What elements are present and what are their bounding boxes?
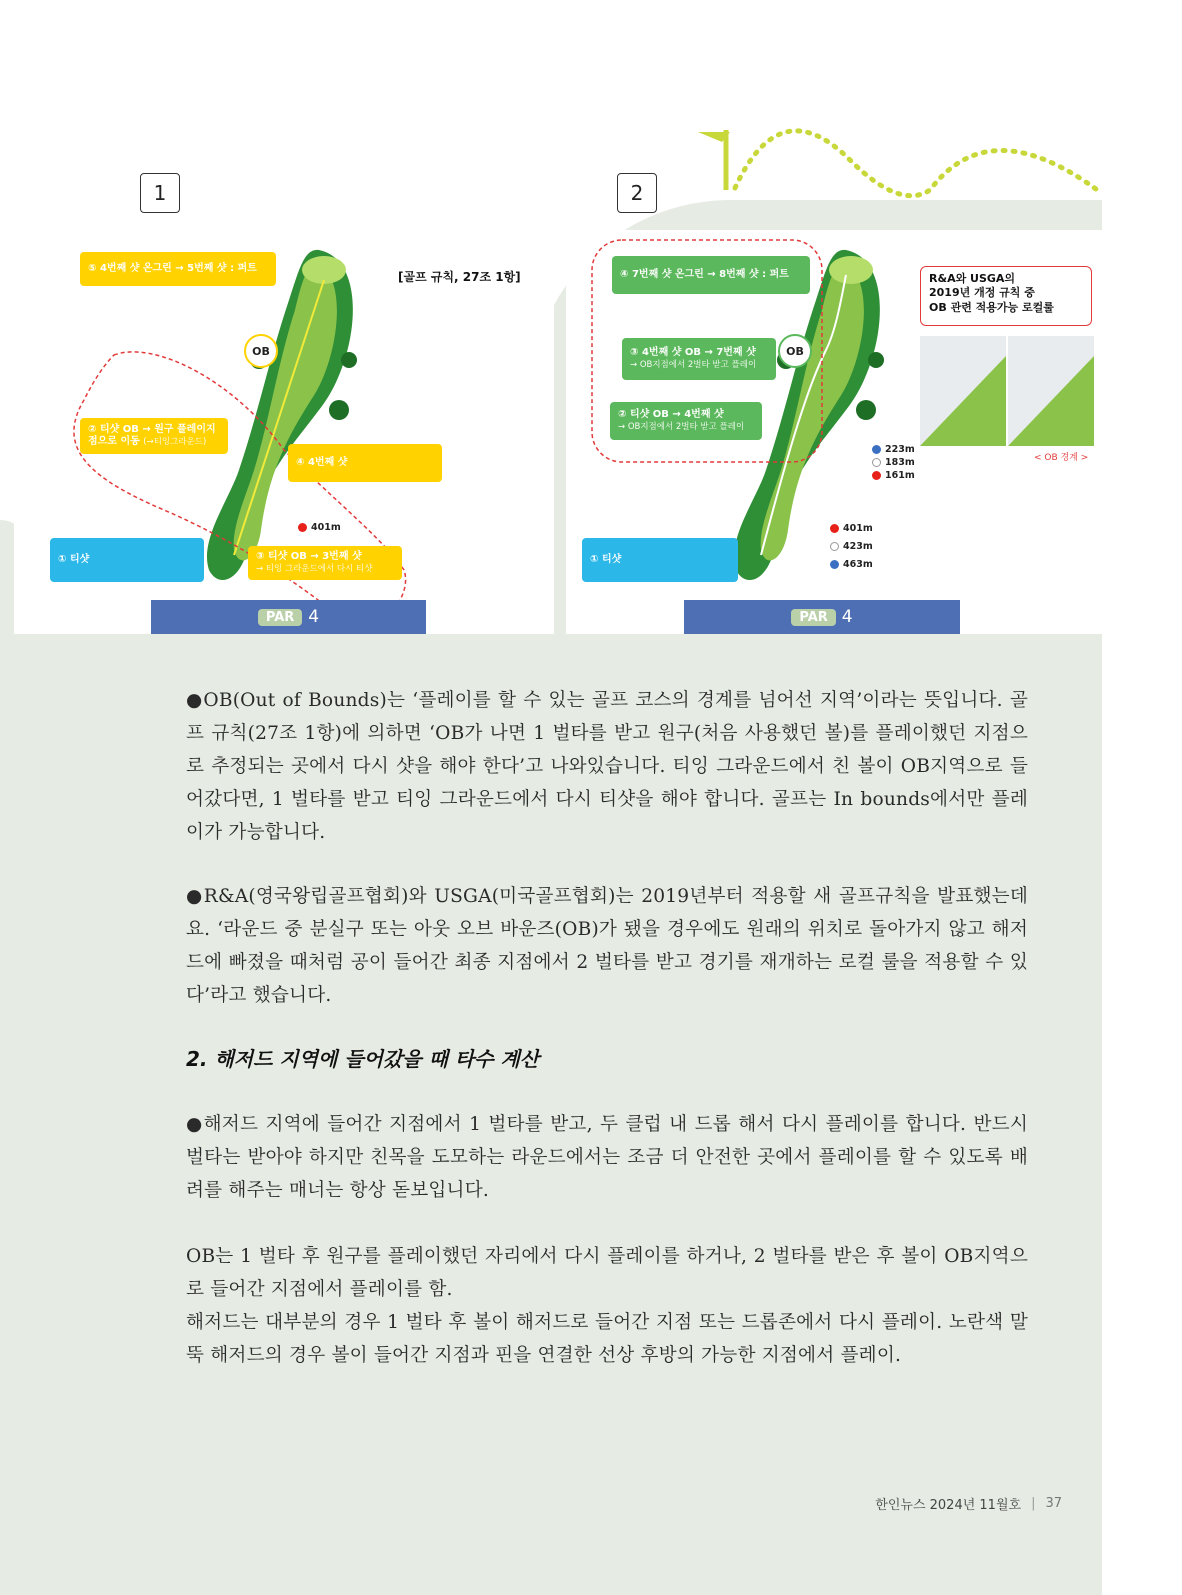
section-heading-hazard: 2. 해저드 지역에 들어갔을 때 타수 계산 (186, 1047, 540, 1071)
distance-dot-white (830, 542, 839, 551)
distance-223-label: 223m (885, 444, 915, 455)
article-paragraph-hazard: ●해저드 지역에 들어간 지점에서 1 벌타를 받고, 두 클럽 내 드롭 해서 다시 플레이를 합니다. 반드시 벌타는 받아야 하지만 친목을 도모하는 라운드에서는 조금 더 안전한 곳에서 플레이를 할 수 있도록 배려를 해주는 매너는 항상 돋보입니다. (186, 1114, 1028, 1201)
ob-marker: OB (778, 334, 812, 368)
distance-dot-red (298, 523, 307, 532)
local-rule-line-1: R&A와 USGA의 (929, 272, 1016, 285)
footer-separator: | (1031, 1496, 1036, 1511)
ob-marker: OB (244, 334, 278, 368)
distance-dot-white (872, 458, 881, 467)
distance-dot-blue (872, 445, 881, 454)
distance-463 (830, 559, 873, 570)
callout-4th-shot-text: ④ 4번째 샷 (296, 456, 348, 468)
distance-423-label: 423m (843, 541, 873, 552)
flag-decoration-icon (690, 120, 1110, 200)
callout-tee-shot (582, 538, 738, 582)
figure-number-2: 2 (617, 173, 657, 213)
ob-boundary-dashed-line (54, 340, 414, 634)
callout-tee-ob-text: ② 티샷 OB → 4번째 샷 (618, 409, 724, 421)
callout-tee-shot-text: ① 티샷 (590, 553, 622, 565)
callout-tee-ob-sub: → OB지점에서 2벌타 받고 플레이 (618, 421, 745, 432)
callout-green-putt-text: ⑤ 4번째 샷 온그린 → 5번째 샷 : 퍼트 (88, 262, 257, 274)
figure-1-course-diagram (14, 230, 554, 634)
distance-423 (830, 541, 873, 552)
article-paragraph-local-rule: ●R&A(영국왕립골프협회)와 USGA(미국골프협회)는 2019년부터 적용할 새 골프규칙을 발표했는데요. ‘라운드 중 분실구 또는 아웃 오브 바운즈(OB)가 됐을 경우에도 원래의 위치로 돌아가지 않고 해저드에 빠졌을 때처럼 공이 들어간 최종 지점에서 2 벌타를 받고 경기를 재개하는 로컬 룰을 적용할 수 있다’라고 했습니다. (186, 886, 1028, 1006)
par-tag: PAR (791, 609, 835, 626)
publication-name: 한인뉴스 2024년 11월호 (875, 1498, 1022, 1513)
callout-4th-shot-ob-sub: → OB지점에서 2벌타 받고 플레이 (630, 359, 757, 370)
article-summary (186, 1240, 1028, 1372)
figure-number-1: 1 (140, 173, 180, 213)
par-bar (151, 600, 426, 634)
figure-2-course-diagram (566, 230, 1102, 634)
callout-tee-shot (50, 538, 204, 582)
distance-161 (872, 470, 915, 481)
callout-green-putt (80, 252, 276, 286)
distance-401-label: 401m (311, 522, 341, 533)
distance-dot-blue (830, 560, 839, 569)
summary-hazard: 해저드는 대부분의 경우 1 벌타 후 볼이 해저드로 들어간 지점 또는 드롭존에서 다시 플레이. 노란색 말뚝 해저드의 경우 볼이 들어간 지점과 핀을 연결한 선상 후방의 가능한 지점에서 플레이. (186, 1312, 1028, 1366)
callout-3rd-shot (248, 546, 402, 580)
distance-183 (872, 457, 915, 468)
page-footer (875, 1494, 1062, 1513)
callout-3rd-shot-sub: → 티잉 그라운드에서 다시 티샷 (256, 563, 373, 574)
callout-tee-ob-sub: (→티잉그라운드) (143, 437, 207, 447)
callout-4th-shot (288, 444, 442, 482)
callout-tee-ob (610, 402, 762, 440)
callout-4th-shot-ob-text: ③ 4번째 샷 OB → 7번째 샷 (630, 347, 756, 359)
par-number: 4 (308, 607, 320, 627)
par-tag: PAR (258, 609, 302, 626)
par-number: 4 (841, 607, 853, 627)
callout-tee-ob (80, 418, 228, 454)
callout-3rd-shot-text: ③ 티샷 OB → 3번째 샷 (256, 551, 362, 563)
callout-tee-ob-text: ② 티샷 OB → 원구 플레이지 (88, 423, 216, 435)
par-bar (684, 600, 960, 634)
distance-183-label: 183m (885, 457, 915, 468)
page-number: 37 (1045, 1496, 1062, 1511)
distance-401-label: 401m (843, 523, 873, 534)
callout-tee-shot-text: ① 티샷 (58, 553, 90, 565)
callout-tee-ob-text-2: 점으로 이동 (88, 436, 140, 447)
callout-4th-shot-ob (622, 338, 776, 380)
distance-463-label: 463m (843, 559, 873, 570)
local-rule-line-3: OB 관련 적용가능 로컬룰 (929, 300, 1054, 314)
local-rule-box (920, 266, 1092, 326)
summary-ob: OB는 1 벌타 후 원구를 플레이했던 자리에서 다시 플레이를 하거나, 2 벌타를 받은 후 볼이 OB지역으로 들어간 지점에서 플레이를 함. (186, 1246, 1028, 1300)
rule-reference-label: [골프 규칙, 27조 1항] (398, 270, 521, 284)
ob-boundary-illustration (920, 336, 1094, 446)
callout-green-putt-text: ④ 7번째 샷 온그린 → 8번째 샷 : 퍼트 (620, 268, 789, 280)
callout-green-putt (612, 256, 810, 294)
distance-223 (872, 444, 915, 455)
article-paragraph-ob-definition: ●OB(Out of Bounds)는 ‘플레이를 할 수 있는 골프 코스의 경계를 넘어선 지역’이라는 뜻입니다. 골프 규칙(27조 1항)에 의하면 ‘OB가 나면 1 벌타를 받고 원구(처음 사용했던 볼)를 플레이했던 지점으로 추정되는 곳에서 다시 샷을 해야 한다’고 나와있습니다. 티잉 그라운드에서 친 볼이 OB지역으로 들어갔다면, 1 벌타를 받고 티잉 그라운드에서 다시 티샷을 해야 합니다. 골프는 In bounds에서만 플레이가 가능합니다. (186, 690, 1028, 843)
distance-dot-red (872, 471, 881, 480)
local-rule-line-2: 2019년 개정 규칙 중 (929, 286, 1035, 300)
distance-401 (830, 523, 873, 534)
distance-161-label: 161m (885, 470, 915, 481)
distance-dot-red (830, 524, 839, 533)
distance-401 (298, 522, 341, 533)
ob-boundary-caption: < OB 경계 > (1034, 453, 1089, 463)
